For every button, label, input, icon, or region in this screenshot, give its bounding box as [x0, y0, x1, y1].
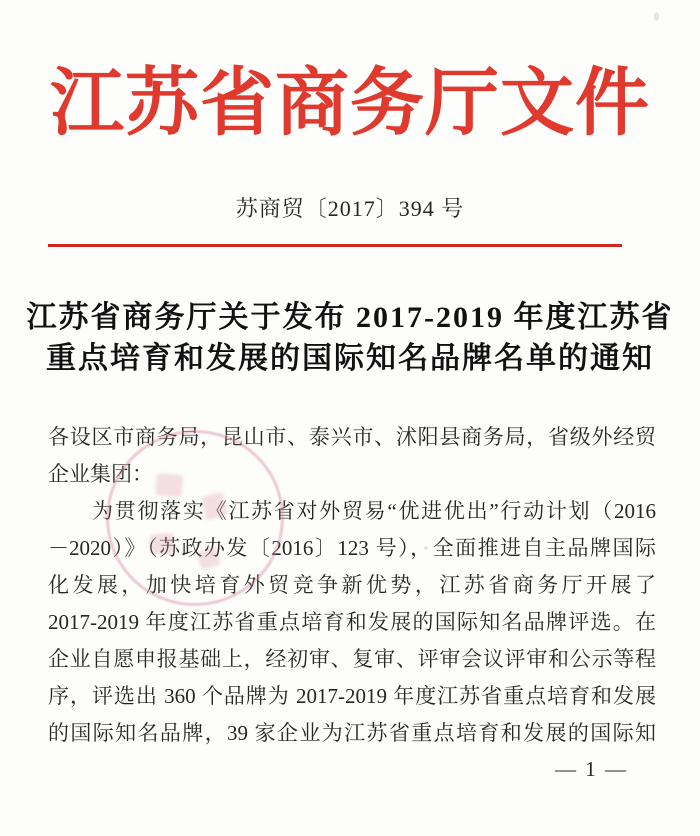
body-text-line: 化发展，加快培育外贸竞争新优势，江苏省商务厅开展了: [48, 573, 656, 598]
body-text-line: 企业自愿申报基础上，经初审、复审、评审会议评审和公示等程: [48, 647, 656, 672]
document-reference-number: 苏商贸〔2017〕394 号: [235, 195, 465, 221]
agency-letterhead-title: 江苏省商务厅文件: [50, 63, 650, 145]
document-title-line: 江苏省商务厅关于发布 2017-2019 年度江苏省: [26, 301, 674, 335]
body-text-line: 各设区市商务局，昆山市、泰兴市、沭阳县商务局，省级外经贸: [48, 425, 656, 450]
page-number: — 1 —: [555, 757, 628, 782]
body-text-line: 为贯彻落实《江苏省对外贸易“优进优出”行动计划（2016: [92, 499, 656, 524]
red-divider-rule: [48, 244, 622, 247]
document-body: [0, 419, 700, 752]
document-title-line: 重点培育和发展的国际知名品牌名单的通知: [46, 342, 654, 376]
body-text-line: －2020）》（苏政办发〔2016〕123 号），全面推进自主品牌国际: [48, 536, 656, 561]
body-text-line: 序，评选出 360 个品牌为 2017-2019 年度江苏省重点培育和发展: [48, 684, 656, 709]
body-text-line: 2017-2019 年度江苏省重点培育和发展的国际知名品牌评选。在: [48, 610, 656, 635]
document-title: [0, 297, 700, 379]
body-text-line: 企业集团：: [48, 462, 153, 487]
scan-speck: [654, 12, 659, 21]
body-text-line: 的国际知名品牌，39 家企业为江苏省重点培育和发展的国际知: [48, 721, 656, 746]
